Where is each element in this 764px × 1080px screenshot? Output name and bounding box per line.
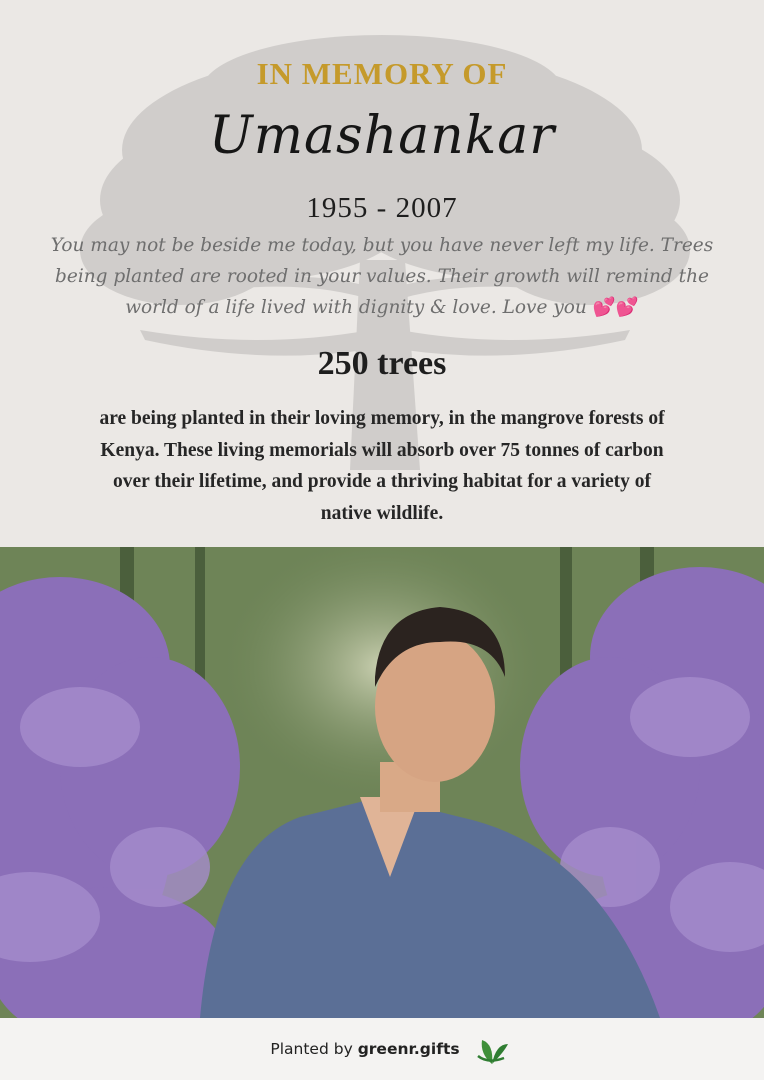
- leaf-icon: [474, 1034, 510, 1066]
- hearts-icon: 💕💕: [592, 297, 639, 318]
- memorial-photo-illustration: [0, 547, 764, 1018]
- tribute-message-text: You may not be beside me today, but you have never left my life. Trees being planted are rooted in your values. Their growth will remind the world of a life lived with dignity & love. Love you: [50, 235, 714, 318]
- memorial-photo: [0, 547, 764, 1018]
- footer-credit: [0, 1040, 730, 1058]
- memorial-name: Umashankar: [208, 106, 556, 166]
- footer: [0, 1018, 764, 1080]
- tree-count: 250 trees: [317, 345, 447, 382]
- brand-link[interactable]: greenr.gifts: [357, 1040, 460, 1058]
- memorial-years: 1955 - 2007: [306, 192, 458, 224]
- footer-prefix: Planted by: [270, 1040, 353, 1058]
- tribute-message: [40, 230, 724, 323]
- planting-description: are being planted in their loving memory, in the mangrove forests of Kenya. These living memorials will absorb over 75 tonnes of carbon over their lifetime, and provide a thriving habitat for a variety of native wildlife.: [99, 408, 665, 524]
- memorial-heading: IN MEMORY OF: [256, 56, 508, 91]
